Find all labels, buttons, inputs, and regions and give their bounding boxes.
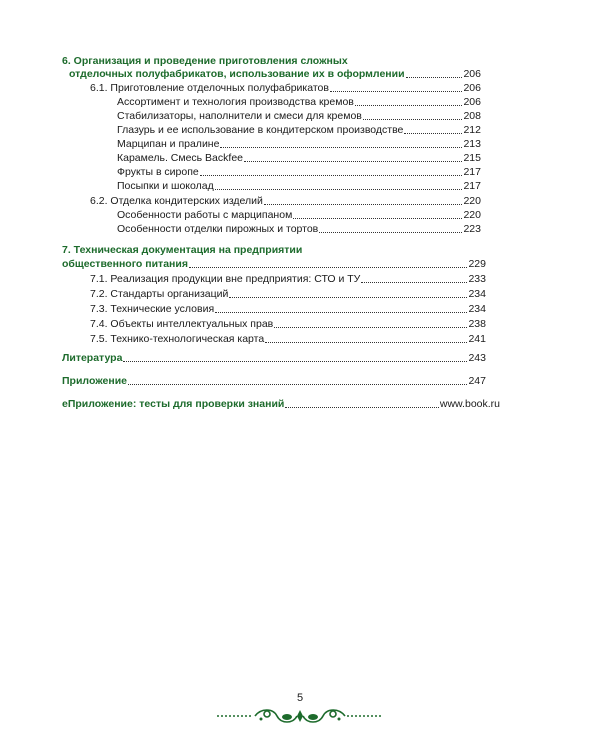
section-6-2-page: 220 <box>463 195 481 207</box>
toc-item-page: 217 <box>463 166 481 178</box>
toc-item-page: 208 <box>463 110 481 122</box>
leader-dots <box>285 407 439 408</box>
toc-item-page: 233 <box>468 273 486 285</box>
leader-dots <box>244 161 462 162</box>
toc-item-page: 217 <box>463 180 481 192</box>
literature-page: 243 <box>468 352 486 364</box>
toc-item <box>90 333 486 346</box>
toc-item <box>117 152 481 165</box>
leader-dots <box>264 204 463 205</box>
toc-item-title: Глазурь и ее использование в кондитерском производстве <box>117 124 404 136</box>
toc-item <box>117 138 481 151</box>
leader-dots <box>220 147 462 148</box>
toc-item <box>90 288 486 301</box>
toc-item-title: 7.4. Объекты интеллектуальных прав <box>90 318 274 330</box>
literature-entry <box>62 352 486 365</box>
toc-item-page: 213 <box>463 138 481 150</box>
toc-item-title: 7.3. Технические условия <box>90 303 215 315</box>
leader-dots <box>265 342 467 343</box>
chapter-6-title-line-2: отделочных полуфабрикатов, использование их в оформлении <box>69 68 405 80</box>
toc-item-title: 7.5. Технико-технологическая карта <box>90 333 265 345</box>
appendix-entry <box>62 375 486 388</box>
toc-item-title: Особенности работы с марципаном <box>117 209 293 221</box>
chapter-7-title-line-1: 7. Техническая документация на предприятии <box>62 244 303 256</box>
toc-item-title: Фрукты в сиропе <box>117 166 199 178</box>
leader-dots <box>406 77 463 78</box>
toc-item-title: Стабилизаторы, наполнители и смеси для кремов <box>117 110 362 122</box>
toc-item <box>117 180 481 193</box>
toc-item <box>117 166 481 179</box>
leader-dots <box>319 232 462 233</box>
leader-dots <box>189 267 468 268</box>
toc-item-title: 7.2. Стандарты организаций <box>90 288 229 300</box>
toc-item-title: Карамель. Смесь Backfee <box>117 152 243 164</box>
toc-item-page: 241 <box>468 333 486 345</box>
leader-dots <box>355 105 463 106</box>
chapter-7-page: 229 <box>468 258 486 270</box>
toc-item-page: 212 <box>463 124 481 136</box>
toc-item-page: 234 <box>468 303 486 315</box>
leader-dots <box>229 297 467 298</box>
leader-dots <box>404 133 462 134</box>
toc-item-title: Марципан и пралине <box>117 138 220 150</box>
toc-item <box>117 223 481 236</box>
toc-item-title: 7.1. Реализация продукции вне предприятия: СТО и ТУ <box>90 273 361 285</box>
appendix-title: Приложение <box>62 375 128 387</box>
ornament-icon <box>215 704 385 728</box>
toc-item <box>117 96 481 109</box>
toc-item-page: 215 <box>463 152 481 164</box>
toc-item <box>117 124 481 137</box>
section-6-1-title: 6.1. Приготовление отделочных полуфабрикатов <box>90 82 329 94</box>
leader-dots <box>361 282 467 283</box>
section-6-2-title: 6.2. Отделка кондитерских изделий <box>90 195 263 207</box>
leader-dots <box>330 91 463 92</box>
section-6-2-entry <box>90 195 481 208</box>
appendix-page: 247 <box>468 375 486 387</box>
toc-item-page: 220 <box>463 209 481 221</box>
leader-dots <box>274 327 467 328</box>
toc-item <box>90 273 486 286</box>
chapter-7-title-line-2: общественного питания <box>62 258 188 270</box>
e-appendix-entry <box>62 398 500 411</box>
leader-dots <box>123 361 467 362</box>
page-number: 5 <box>296 692 304 704</box>
chapter-6-title-line-1: 6. Организация и проведение приготовления сложных <box>62 55 348 67</box>
toc-item-title: Ассортимент и технология производства кремов <box>117 96 354 108</box>
e-appendix-title: еПриложение: тесты для проверки знаний <box>62 398 285 410</box>
toc-item <box>117 209 481 222</box>
leader-dots <box>200 175 463 176</box>
toc-item <box>90 303 486 316</box>
section-6-1-entry <box>90 82 481 95</box>
leader-dots <box>215 312 467 313</box>
chapter-6-page: 206 <box>463 68 481 80</box>
section-6-1-page: 206 <box>463 82 481 94</box>
chapter-7-entry <box>62 258 486 271</box>
toc-item <box>90 318 486 331</box>
toc-item-page: 206 <box>463 96 481 108</box>
page-footer <box>0 692 600 732</box>
toc-item-title: Особенности отделки пирожных и тортов <box>117 223 319 235</box>
leader-dots <box>215 189 463 190</box>
toc-item-title: Посыпки и шоколад <box>117 180 214 192</box>
e-appendix-link[interactable]: www.book.ru <box>439 398 500 410</box>
leader-dots <box>293 218 462 219</box>
toc-item-page: 223 <box>463 223 481 235</box>
leader-dots <box>363 119 463 120</box>
literature-title: Литература <box>62 352 123 364</box>
toc-item-page: 238 <box>468 318 486 330</box>
leader-dots <box>128 384 467 385</box>
toc-item <box>117 110 481 123</box>
toc-item-page: 234 <box>468 288 486 300</box>
chapter-6-entry <box>69 68 481 81</box>
